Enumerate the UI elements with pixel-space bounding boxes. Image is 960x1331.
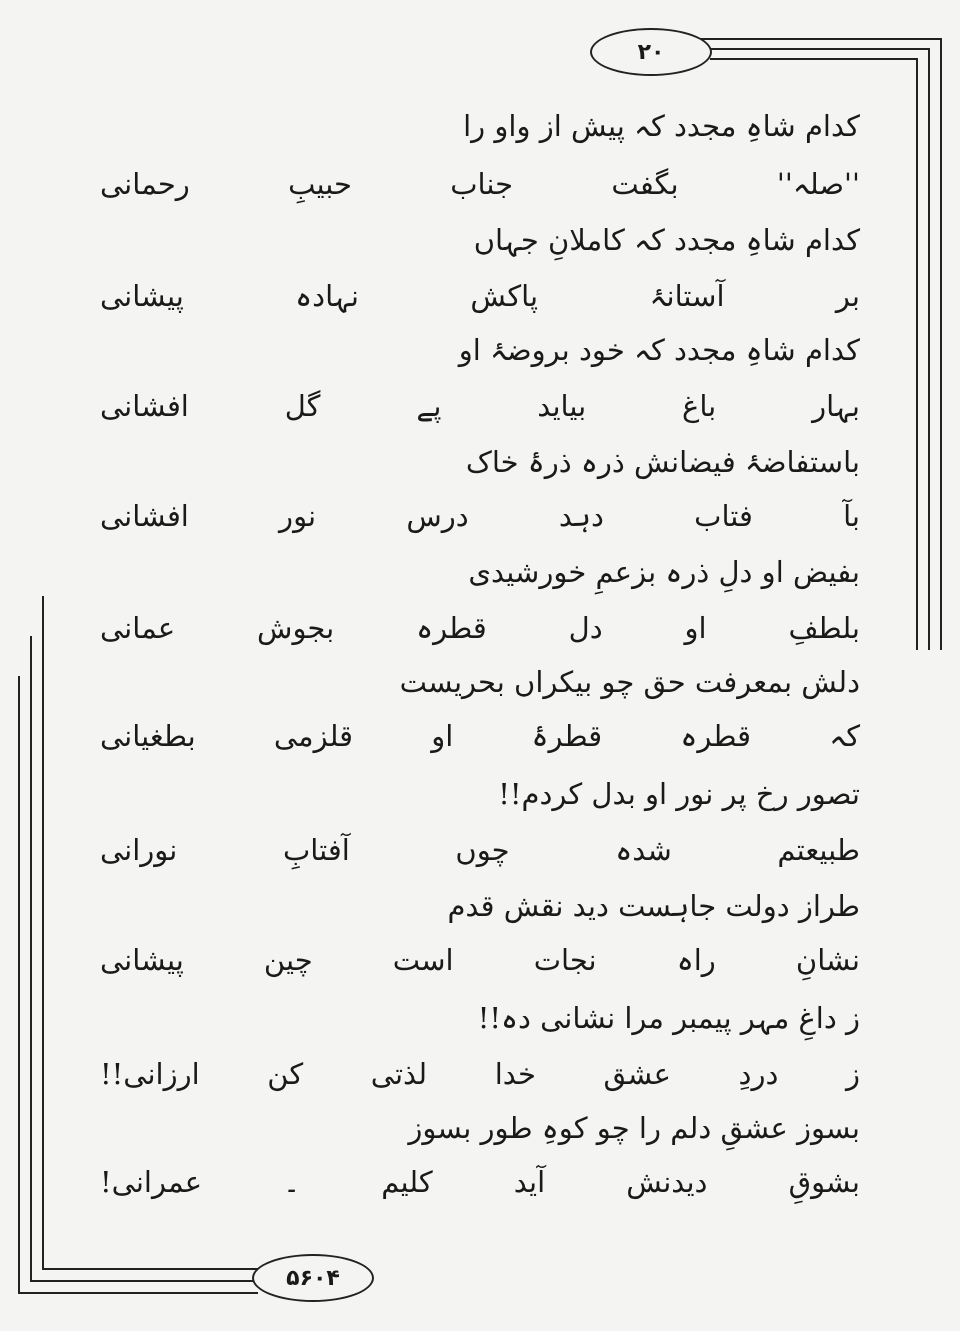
verse-line: باستفاضۂ فیضانش ذرہ ذرۂ خاک — [465, 445, 860, 479]
verse-line: طراز دولت جاہست دید نقش قدم — [447, 889, 860, 923]
verse-line: ز داغِ مہر پیمبر مرا نشانی دہ!! — [477, 1001, 860, 1035]
verse-line: بفیض او دلِ ذرہ بزعمِ خورشیدی — [468, 555, 860, 589]
verse-line: بسوز عشقِ دلم را چو کوہِ طور بسوز — [408, 1111, 860, 1145]
verse-line: دلش بمعرفت حق چو بیکراں بحریست — [399, 665, 860, 699]
verse-line: نشانِ راہ نجات است چین پیشانی — [100, 943, 860, 977]
verse-line: کدام شاہِ مجدد کہ پیش از واو را — [463, 109, 860, 143]
verse-line: بشوقِ دیدنش آید کلیم ۔ عمرانی! — [100, 1165, 860, 1199]
verse-line: بر آستانۂ پاکش نہادہ پیشانی — [100, 279, 860, 313]
verse-line: ز دردِ عشق خدا لذتی کن ارزانی!! — [100, 1057, 860, 1091]
verse-line: طبیعتم شدہ چوں آفتابِ نورانی — [100, 833, 860, 867]
page-number-bottom: ۵۶۰۴ — [252, 1254, 374, 1302]
verse-line: بلطفِ او دل قطرہ بجوش عمانی — [100, 611, 860, 645]
verse-line: بہار باغ بیاید پے گل افشانی — [100, 389, 860, 423]
verse-line: کدام شاہِ مجدد کہ خود بروضۂ او — [458, 333, 860, 367]
verse-line: بآ فتاب دہد درس نور افشانی — [100, 499, 860, 533]
verse-line: کدام شاہِ مجدد کہ کاملانِ جہاں — [473, 223, 860, 257]
verse-line: تصور رخ پر نور او بدل کردم!! — [498, 777, 860, 811]
page-number-top: ۲۰ — [590, 28, 712, 76]
verse-line: ''صلہ'' بگفت جناب حبیبِ رحمانی — [100, 167, 860, 201]
verse-line: کہ قطرہ قطرۂ او قلزمی بطغیانی — [100, 719, 860, 753]
